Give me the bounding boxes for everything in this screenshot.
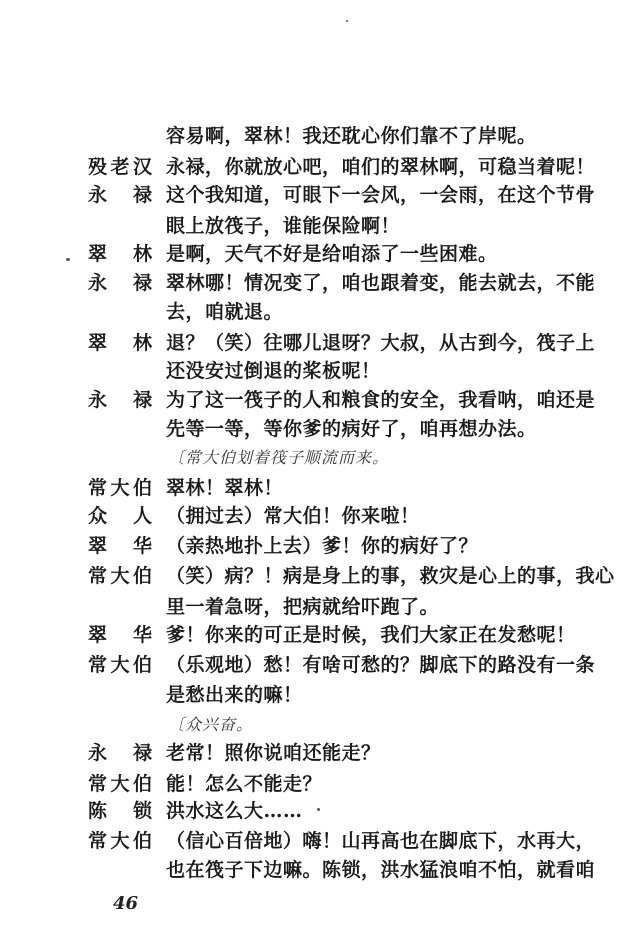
speaker-name: 常大伯 <box>88 830 152 852</box>
dialogue-line <box>0 180 640 210</box>
dialogue-line <box>0 473 640 503</box>
speaker-name: 永 禄 <box>88 272 152 294</box>
speaker-name: 众 人 <box>88 505 152 527</box>
dialogue-line <box>0 650 640 680</box>
dialogue-line <box>0 826 640 856</box>
speaker-name: 翠 华 <box>88 624 152 646</box>
dialogue-line <box>0 592 640 622</box>
dialogue-text: 去，咱就退。 <box>166 301 284 323</box>
dialogue-text: 这个我知道，可眼下一会风，一会雨，在这个节骨 <box>166 184 596 206</box>
dialogue-line <box>0 152 640 182</box>
stage-direction-line <box>0 710 640 740</box>
dialogue-text: 里一着急呀，把病就给吓跑了。 <box>166 596 440 618</box>
speaker-name: 常大伯 <box>88 773 152 795</box>
stage-direction-text: 〔常大伯划着筏子顺流而来。 <box>168 448 390 467</box>
speaker-name: 常大伯 <box>88 477 152 499</box>
stage-direction-text: 〔众兴奋。 <box>168 715 254 734</box>
dialogue-line <box>0 561 640 591</box>
dialogue-text: （乐观地）愁！有啥可愁的？脚底下的路没有一条 <box>166 654 596 676</box>
dialogue-line <box>0 297 640 327</box>
speaker-name: 殁老汉 <box>88 156 152 178</box>
speaker-name: 常大伯 <box>88 654 152 676</box>
speaker-name: 永 禄 <box>88 389 152 411</box>
dialogue-text: 也在筏子下边嘛。陈锁，洪水猛浪咱不怕，就看咱 <box>166 859 596 881</box>
dialogue-line <box>0 385 640 415</box>
dialogue-text: 眼上放筏子，谁能保险啊！ <box>166 215 401 237</box>
dialogue-text: 爹！你来的可正是时候，我们大家正在发愁呢！ <box>166 624 576 646</box>
stage-direction-line <box>0 443 640 473</box>
dialogue-text: 老常！照你说咱还能走？ <box>166 742 381 764</box>
page-number: 46 <box>113 893 139 914</box>
dialogue-line <box>0 328 640 358</box>
speaker-name: 常大伯 <box>88 565 152 587</box>
dialogue-line <box>0 239 640 269</box>
dialogue-text: 翠林哪！情况变了，咱也跟着变，能去就去，不能 <box>166 272 596 294</box>
print-speck <box>346 20 348 22</box>
dialogue-text: （笑）病？！病是身上的事，救灾是心上的事，我心 <box>166 565 615 587</box>
dialogue-line <box>0 620 640 650</box>
speaker-name: 翠 林 <box>88 243 152 265</box>
speaker-name: 陈 锁 <box>88 800 152 822</box>
dialogue-text: （拥过去）常大伯！你来啦！ <box>166 505 420 527</box>
dialogue-text: 退？（笑）往哪儿退呀？大叔，从古到今，筏子上 <box>166 332 596 354</box>
speaker-name: 永 禄 <box>88 742 152 764</box>
dialogue-text: 翠林！翠林！ <box>166 477 284 499</box>
dialogue-text: （亲热地扑上去）爹！你的病好了？ <box>166 535 479 557</box>
dialogue-line <box>0 268 640 298</box>
dialogue-line <box>0 855 640 885</box>
dialogue-line <box>0 501 640 531</box>
dialogue-line <box>0 769 640 799</box>
speaker-name: 翠 华 <box>88 535 152 557</box>
dialogue-text: 先等一等，等你爹的病好了，咱再想办法。 <box>166 418 537 440</box>
dialogue-text: 永禄，你就放心吧，咱们的翠林啊，可稳当着呢！ <box>166 156 596 178</box>
dialogue-line <box>0 414 640 444</box>
dialogue-line <box>0 356 640 386</box>
dialogue-text: 为了这一筏子的人和粮食的安全，我看呐，咱还是 <box>166 389 596 411</box>
dialogue-line <box>0 680 640 710</box>
dialogue-line <box>0 211 640 241</box>
dialogue-text: 是啊，天气不好是给咱添了一些困难。 <box>166 243 498 265</box>
dialogue-line <box>0 121 640 151</box>
dialogue-text: 是愁出来的嘛！ <box>166 684 303 706</box>
dialogue-line <box>0 531 640 561</box>
dialogue-text: （信心百倍地）嗨！山再高也在脚底下，水再大， <box>166 830 596 852</box>
speaker-name: 翠 林 <box>88 332 152 354</box>
dialogue-text: 容易啊，翠林！我还耽心你们靠不了岸呢。 <box>166 125 537 147</box>
speaker-name: 永 禄 <box>88 184 152 206</box>
dialogue-line <box>0 738 640 768</box>
dialogue-text: 能！怎么不能走？ <box>166 773 323 795</box>
dialogue-line <box>0 796 640 826</box>
dialogue-text: 洪水这么大…… <box>166 800 303 822</box>
dialogue-text: 还没安过倒退的桨板呢！ <box>166 360 381 382</box>
